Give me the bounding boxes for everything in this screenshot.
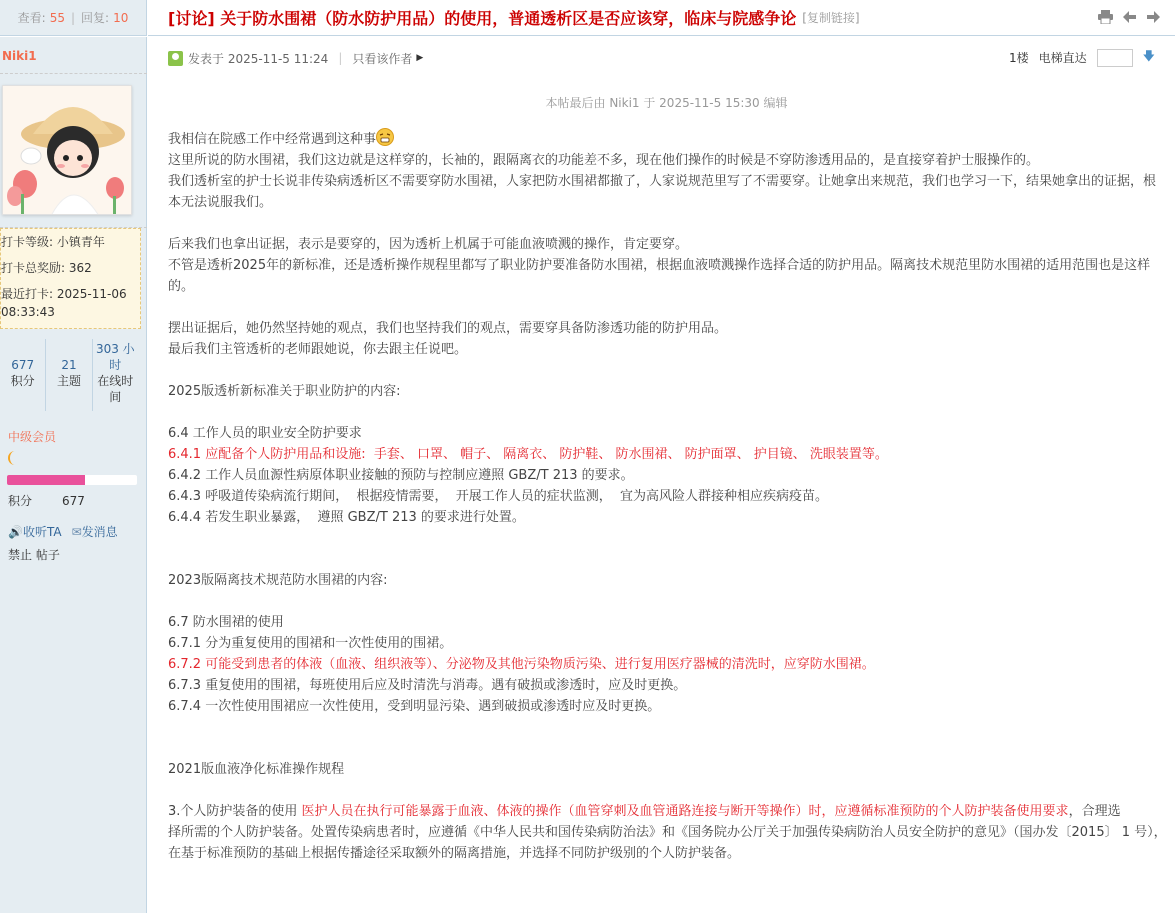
blank-line	[168, 213, 1168, 234]
post-paragraph	[168, 675, 1168, 696]
paragraph-text: 6.4.2 工作人员血源性病原体职业接触的预防与控制应遵照 GBZ/T 213 的要求。	[168, 468, 634, 483]
stats-divider: |	[70, 10, 76, 25]
message-icon: ✉	[71, 525, 82, 539]
message-button[interactable]	[72, 523, 118, 540]
post-paragraph	[168, 612, 1168, 633]
paragraph-text: 6.7.2 可能受到患者的体液（血液、组织液等）、分泌物及其他污染物质污染、进行复用医疗器械的清洗时，应穿防水围裙。	[168, 657, 875, 672]
stat-threads[interactable]	[45, 339, 91, 411]
print-icon[interactable]	[1098, 10, 1113, 24]
blank-line	[168, 297, 1168, 318]
author-stats	[0, 339, 138, 411]
views-count: 55	[49, 10, 65, 25]
message-label: 发消息	[81, 525, 118, 539]
thread-tools	[1098, 10, 1161, 24]
stat-value: 21	[61, 358, 77, 372]
post-paragraph	[168, 444, 1168, 465]
paragraph-text: 6.4.4 若发生职业暴露， 遵照 GBZ/T 213 的要求进行处置。	[168, 510, 525, 525]
paragraph-text: 最后我们主管透析的老师跟她说，你去跟主任说吧。	[168, 342, 468, 357]
paragraph-text: 6.7.4 一次性使用围裙应一次性使用，受到明显污染、遇到破损或渗透时应及时更换。	[168, 699, 661, 714]
post-paragraph	[168, 465, 1168, 486]
paragraph-text: 6.4.3 呼吸道传染病流行期间， 根据疫情需要， 开展工作人员的症状监测， 宜为高风险人群接种相应疾病疫苗。	[168, 489, 829, 504]
thread-title[interactable]: [讨论] 关于防水围裙（防水防护用品）的使用，普通透析区是否应该穿，临床与院感争论	[168, 9, 797, 28]
post-content	[168, 128, 1168, 864]
paragraph-text: 6.7.1 分为重复使用的围裙和一次性使用的围裙。	[168, 636, 453, 651]
blank-line	[168, 717, 1168, 738]
stat-label: 在线时间	[97, 374, 134, 404]
elevator-label: 电梯直达	[1038, 51, 1087, 65]
blank-line	[168, 402, 1168, 423]
blank-line	[168, 738, 1168, 759]
paragraph-text: 不管是透析2025年的新标准，还是透析操作规程里都写了职业防护要准备防水围裙，根据血液喷溅操作选择合适的防护用品。隔离技术规范里防水围裙的适用范围也是这样的。	[168, 258, 1151, 294]
paragraph-text: 2021版血液净化标准操作规程	[168, 762, 345, 777]
level-progress-bar	[7, 475, 137, 485]
stat-label: 主题	[56, 374, 81, 388]
checkin-box	[0, 228, 141, 329]
paragraph-text: 6.4.1 应配备个人防护用品和设施: 手套、 口罩、 帽子、 隔离衣、 防护鞋、 防水围裙、 防护面罩、 护目镜、 洗眼装置等。	[168, 447, 888, 462]
author-sidebar	[0, 37, 147, 913]
paragraph-text: 3.个人防护装备的使用	[168, 804, 302, 819]
post-paragraph	[168, 423, 1168, 444]
post-paragraph	[168, 696, 1168, 717]
post-paragraph	[168, 339, 1168, 360]
stat-label: 积分	[10, 374, 35, 388]
paragraph-text: 2025版透析新标准关于职业防护的内容:	[168, 384, 401, 399]
follow-label: 收听TA	[22, 525, 62, 539]
floor-nav	[1009, 47, 1155, 68]
post-paragraph	[168, 171, 1168, 213]
meta-divider: |	[338, 51, 343, 65]
post-paragraph	[168, 570, 1168, 591]
views-label: 查看:	[17, 11, 46, 25]
post-paragraph: 在基于标准预防的基础上根据传播途径采取额外的隔离措施，并选择不同防护级别的个人防护装备。	[168, 846, 741, 861]
paragraph-text: 我相信在院感工作中经常遇到这种事	[168, 132, 377, 147]
floor-jump-input[interactable]	[1097, 49, 1133, 67]
post-paragraph	[168, 381, 1168, 402]
moon-icon	[8, 451, 20, 465]
post-paragraph	[168, 654, 1168, 675]
edit-notice: 本帖最后由 Niki1 于 2025-11-5 15:30 编辑	[545, 96, 788, 110]
post-paragraph	[168, 801, 1168, 822]
blank-line	[168, 360, 1168, 381]
paragraph-text: 我们透析室的护士长说非传染病透析区不需要穿防水围裙，人家把防水围裙都撤了，人家说规范里写了不需要穿。让她拿出来规范，我们也学习一下，结果她拿出的证据，根本无法说服我们。	[168, 174, 1157, 210]
paragraph-text: 医护人员在执行可能暴露于血液、体液的操作（血管穿刺及血管通路连接与断开等操作）时，应遵循标准预防的个人防护装备使用要求	[301, 804, 1069, 819]
paragraph-text: 2023版隔离技术规范防水围裙的内容:	[168, 573, 388, 588]
member-level[interactable]: 中级会员	[8, 430, 57, 444]
frustrated-emoji-icon	[376, 128, 394, 146]
paragraph-text: 这里所说的防水围裙，我们这边就是这样穿的，长袖的，跟隔离衣的功能差不多，现在他们操作的时候是不穿防渗透用品的，是直接穿着护士服操作的。	[168, 153, 1040, 168]
arrow-down-icon[interactable]: 🡇	[1142, 49, 1155, 63]
stat-points[interactable]	[0, 339, 45, 411]
checkin-total: 打卡总奖励: 362	[1, 261, 92, 275]
replies-label: 回复:	[81, 11, 110, 25]
post-paragraph	[168, 128, 1168, 150]
points-value: 677	[62, 494, 85, 508]
listen-icon: 🔊	[8, 525, 23, 539]
author-name[interactable]: Niki1	[2, 49, 37, 63]
points-label: 积分	[8, 494, 33, 508]
ban-post-link[interactable]: 禁止 帖子	[8, 548, 60, 562]
blank-line	[168, 780, 1168, 801]
paragraph-text: 6.7.3 重复使用的围裙，每班使用后应及时清洗与消毒。遇有破损或渗透时，应及时更换。	[168, 678, 687, 693]
post-date: 发表于 2025-11-5 11:24	[188, 51, 329, 66]
paragraph-text: 摆出证据后，她仍然坚持她的观点，我们也坚持我们的观点，需要穿具备防渗透功能的防护用品。	[168, 321, 728, 336]
thread-stats	[0, 0, 147, 36]
stat-online-time[interactable]	[92, 339, 138, 411]
sidebar-divider	[0, 73, 147, 74]
blank-line	[168, 549, 1168, 570]
author-actions	[8, 523, 118, 540]
checkin-last: 最近打卡: 2025-11-06 08:33:43	[1, 287, 127, 319]
stat-value: 303 小时	[95, 342, 135, 372]
post-paragraph	[168, 255, 1168, 297]
floor-number[interactable]: 1楼	[1009, 51, 1029, 65]
copy-link-button[interactable]: [复制链接]	[802, 11, 860, 25]
post-paragraph	[168, 486, 1168, 507]
blank-line	[168, 591, 1168, 612]
post-paragraph: 择所需的个人防护装备。处置传染病患者时，应遵循《中华人民共和国传染病防治法》和《国务院办公厅关于加强传染病防治人员安全防护的意见》（国办发〔2015〕 1 号），	[168, 825, 1167, 840]
author-only-link[interactable]: 只看该作者	[352, 51, 413, 66]
post-paragraph	[168, 234, 1168, 255]
user-online-icon	[168, 51, 183, 66]
post-paragraph	[168, 150, 1168, 171]
post-paragraph	[168, 507, 1168, 528]
post-paragraph	[168, 633, 1168, 654]
checkin-level: 打卡等级: 小镇青年	[1, 235, 105, 249]
next-thread-icon[interactable]	[1146, 10, 1161, 24]
follow-button[interactable]	[8, 523, 62, 540]
avatar[interactable]	[2, 85, 132, 215]
level-progress-fill	[7, 475, 85, 485]
paragraph-text: 6.4 工作人员的职业安全防护要求	[168, 426, 362, 441]
thread-header	[148, 0, 1175, 36]
paragraph-text: ，合理选	[1068, 804, 1121, 819]
replies-count: 10	[113, 10, 129, 25]
paragraph-text: 后来我们也拿出证据，表示是要穿的，因为透析上机属于可能血液喷溅的操作，肯定要穿。	[168, 237, 689, 252]
paragraph-text: 6.7 防水围裙的使用	[168, 615, 284, 630]
stat-value: 677	[11, 358, 35, 372]
triangle-right-icon: ▶	[416, 53, 424, 63]
points-row	[8, 492, 85, 509]
blank-line	[168, 528, 1168, 549]
previous-thread-icon[interactable]	[1122, 10, 1137, 24]
post-paragraph	[168, 318, 1168, 339]
post-paragraph	[168, 759, 1168, 780]
